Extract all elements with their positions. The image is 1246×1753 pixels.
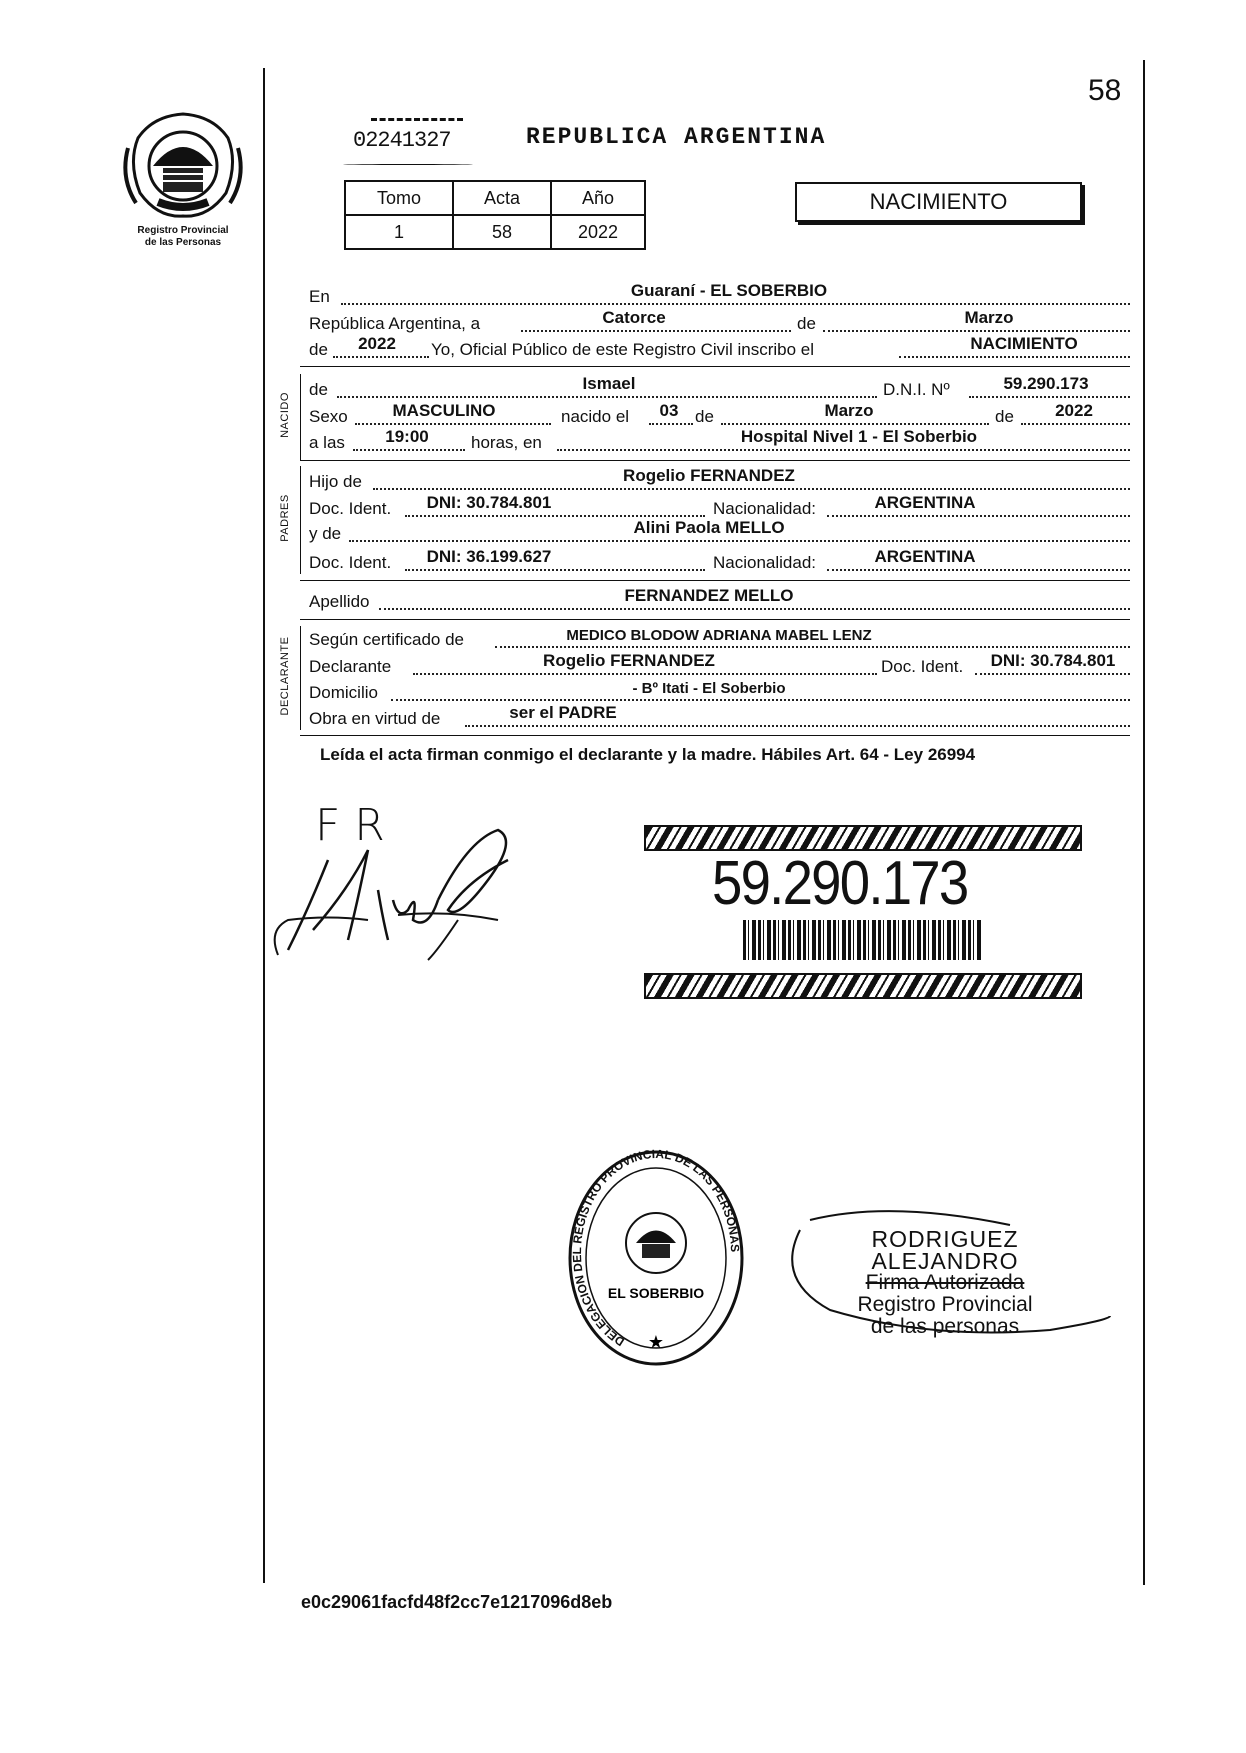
round-delegation-stamp: [566, 1148, 746, 1368]
tomo-header: Tomo: [345, 181, 453, 215]
birth-day: 03: [659, 401, 679, 420]
round-stamp-ring-text: DELEGACION DEL REGISTRO PROVINCIAL DE LAS PERSONAS: [570, 1148, 743, 1349]
line-certificado: [309, 626, 1130, 652]
y-de-dots: [349, 540, 1130, 542]
nacido-de-dots: [337, 396, 877, 398]
year-dots-2: [899, 356, 1130, 358]
line-hora: [309, 429, 1130, 455]
dni-banner-bottom-stripe: [644, 973, 1082, 999]
year-birth-dots: [1021, 423, 1130, 425]
de-label-month: de: [695, 407, 714, 426]
nac-madre-label: Nacionalidad:: [713, 553, 817, 572]
line-en: [309, 283, 1130, 309]
certificado-dots: [495, 646, 1130, 648]
inscribo-label: Yo, Oficial Público de este Registro Civil inscribo el: [431, 340, 814, 359]
official-stamp-org2: de las personas: [870, 1315, 1020, 1338]
inscribo-value: NACIMIENTO: [970, 334, 1078, 353]
domicilio-value: - Bº Itati - El Soberbio: [632, 680, 786, 697]
republica-dots-1: [521, 330, 791, 332]
year-de-label: de: [309, 340, 328, 359]
dni-banner-number: 59.290.173: [712, 849, 968, 918]
right-margin-line: [1143, 60, 1145, 1585]
tomo-value: 1: [345, 215, 453, 249]
birth-year: 2022: [1055, 401, 1093, 420]
padres-top-rule: [300, 460, 1130, 461]
declarante-doc-label: Doc. Ident.: [881, 657, 964, 676]
official-stamp-name: RODRIGUEZ ALEJANDRO: [871, 1226, 1019, 1274]
handwritten-signature: [268, 820, 538, 970]
hora-label: a las: [309, 433, 345, 452]
logo-caption-line1: Registro Provincial: [137, 225, 229, 236]
anio-value: 2022: [551, 215, 645, 249]
misiones-seal-icon: [118, 108, 248, 220]
declarante-label: Declarante: [309, 657, 392, 676]
domicilio-dots: [391, 699, 1130, 701]
line-nacido-de: [309, 376, 1130, 402]
acta-header: Acta: [453, 181, 551, 215]
declarante-section-label: DECLARANTE: [279, 636, 291, 716]
page-number: 58: [1088, 74, 1122, 107]
obra-value: ser el PADRE: [509, 703, 617, 722]
logo: [118, 108, 248, 258]
serial-number: 02241327: [353, 128, 451, 153]
doc-padre-value: DNI: 30.784.801: [426, 493, 552, 512]
madre-name: Alini Paola MELLO: [633, 518, 785, 537]
serial-box: [343, 118, 473, 170]
logo-caption-line2: de las Personas: [144, 237, 222, 248]
obra-dots: [465, 725, 1130, 727]
domicilio-label: Domicilio: [309, 683, 378, 702]
de-label-year: de: [995, 407, 1014, 426]
lugar-value: Hospital Nivel 1 - El Soberbio: [740, 427, 978, 446]
apellido-dots: [379, 608, 1130, 610]
hora-value: 19:00: [385, 427, 429, 446]
hijo-de-label: Hijo de: [309, 472, 362, 491]
apellido-top-rule: [300, 580, 1130, 581]
republica-label: República Argentina, a: [309, 314, 481, 333]
sexo-label: Sexo: [309, 407, 348, 426]
nac-madre-dots: [827, 569, 1130, 571]
left-margin-line: [263, 68, 265, 1583]
obra-label: Obra en virtud de: [309, 709, 441, 728]
year-dots-1: [333, 356, 429, 358]
doc-madre-label: Doc. Ident.: [309, 553, 392, 572]
declarante-top-rule: [300, 619, 1130, 620]
nac-padre-value: ARGENTINA: [874, 493, 976, 512]
padres-section-label: PADRES: [279, 494, 291, 542]
legal-notice: Leída el acta firman conmigo el declarante y la madre. Hábiles Art. 64 - Ley 26994: [320, 745, 976, 764]
nacido-el-label: nacido el: [561, 407, 630, 426]
serial-bottom-rule: [343, 164, 473, 165]
year-value: 2022: [358, 334, 396, 353]
day-dots: [649, 423, 693, 425]
round-stamp-inner: EL SOBERBIO: [607, 1285, 705, 1301]
lugar-dots: [557, 449, 1130, 451]
register-table: [344, 180, 646, 250]
nacido-side-bar: [300, 374, 301, 460]
declarante-doc-dots: [975, 673, 1130, 675]
en-label: En: [309, 287, 330, 306]
republica-month: Marzo: [964, 308, 1014, 327]
line-apellido: [309, 588, 1130, 614]
en-value: Guaraní - EL SOBERBIO: [630, 281, 828, 300]
nacido-name: Ismael: [582, 374, 636, 393]
line-obra: [309, 705, 1130, 731]
declarante-side-bar: [300, 626, 301, 730]
acta-value: 58: [453, 215, 551, 249]
dni-value: 59.290.173: [1003, 374, 1089, 393]
republica-de-label: de: [797, 314, 816, 333]
serial-top-rule: [371, 118, 463, 121]
dni-barcode: [743, 920, 983, 960]
en-dots: [341, 303, 1130, 305]
line-doc-madre: [309, 549, 1130, 575]
line-y-de: [309, 520, 1130, 546]
document-type-box: NACIMIENTO: [795, 182, 1082, 222]
y-de-label: y de: [309, 524, 342, 543]
dni-dots: [969, 396, 1130, 398]
declarante-value: Rogelio FERNANDEZ: [543, 651, 715, 670]
signature-initials: FR: [315, 800, 399, 851]
line-republica: [309, 310, 1130, 336]
certificado-value: MEDICO BLODOW ADRIANA MABEL LENZ: [566, 627, 872, 644]
line-year: [309, 336, 1130, 362]
nacido-top-rule: [300, 366, 1130, 367]
nac-padre-dots: [827, 515, 1130, 517]
declarante-bottom-rule: [300, 735, 1130, 736]
doc-padre-label: Doc. Ident.: [309, 499, 392, 518]
doc-madre-dots: [405, 569, 705, 571]
official-stamp-text: [800, 1228, 1090, 1338]
document-title: REPUBLICA ARGENTINA: [526, 124, 827, 150]
hora-dots: [353, 449, 465, 451]
horas-en-label: horas, en: [471, 433, 542, 452]
doc-madre-value: DNI: 36.199.627: [426, 547, 552, 566]
line-sexo: [309, 403, 1130, 429]
padres-side-bar: [300, 466, 301, 574]
declarante-doc-value: DNI: 30.784.801: [990, 651, 1116, 670]
padre-name: Rogelio FERNANDEZ: [623, 466, 795, 485]
line-declarante: [309, 653, 1130, 679]
nac-padre-label: Nacionalidad:: [713, 499, 817, 518]
certificado-label: Según certificado de: [309, 630, 464, 649]
nac-madre-value: ARGENTINA: [874, 547, 976, 566]
doc-padre-dots: [405, 515, 705, 517]
line-hijo-de: [309, 468, 1130, 494]
anio-header: Año: [551, 181, 645, 215]
birth-month: Marzo: [824, 401, 874, 420]
nacido-section-label: NACIDO: [279, 392, 291, 438]
line-domicilio: [309, 679, 1130, 705]
sexo-dots: [355, 423, 551, 425]
nacido-de-label: de: [309, 380, 328, 399]
document-hash: e0c29061facfd48f2cc7e1217096d8eb: [301, 1592, 613, 1612]
sexo-value: MASCULINO: [392, 401, 496, 420]
apellido-value: FERNANDEZ MELLO: [624, 586, 794, 605]
hijo-de-dots: [373, 488, 1130, 490]
star-icon: ★: [647, 1332, 665, 1352]
dni-label: D.N.I. Nº: [883, 380, 950, 399]
republica-dots-2: [823, 330, 1130, 332]
official-stamp-org1: Registro Provincial: [857, 1293, 1033, 1316]
month-dots: [721, 423, 989, 425]
apellido-label: Apellido: [309, 592, 370, 611]
declarante-dots: [413, 673, 877, 675]
republica-day: Catorce: [602, 308, 666, 327]
official-stamp-role: Firma Autorizada: [865, 1271, 1025, 1294]
